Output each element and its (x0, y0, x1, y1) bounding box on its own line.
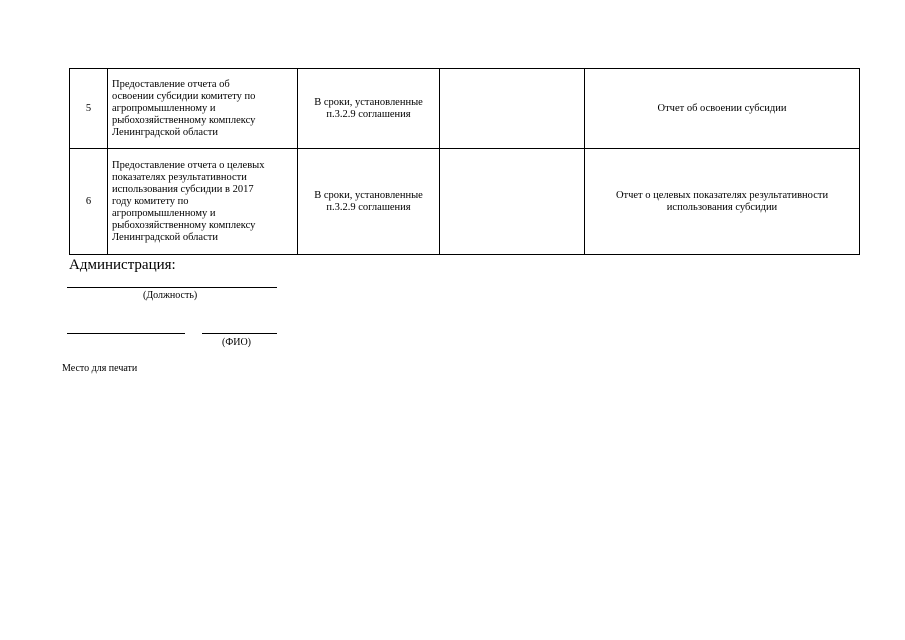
responsible-cell (440, 69, 585, 149)
signature-line (67, 333, 185, 334)
administration-label: Администрация: (69, 257, 176, 273)
deadline-cell: В сроки, установленные п.3.2.9 соглашения (298, 69, 440, 149)
task-cell: Предоставление отчета об освоении субсидии комитету по агропромышленному и рыбохозяйственному комплексу Ленинградской области (108, 69, 298, 149)
report-table (69, 68, 860, 255)
row-number: 6 (70, 149, 108, 255)
table-row (70, 69, 860, 149)
name-line (202, 333, 277, 334)
stamp-placeholder: Место для печати (62, 363, 138, 374)
result-cell: Отчет о целевых показателях результативности использования субсидии (585, 149, 860, 255)
position-signature-line (67, 287, 277, 288)
row-number: 5 (70, 69, 108, 149)
deadline-cell: В сроки, установленные п.3.2.9 соглашения (298, 149, 440, 255)
position-caption: (Должность) (143, 290, 198, 301)
task-cell: Предоставление отчета о целевых показателях результативности использования субсидии в 2017 году комитету по агропромышленному и рыбохозяйственному комплексу Ленинградской области (108, 149, 298, 255)
result-cell: Отчет об освоении субсидии (585, 69, 860, 149)
responsible-cell (440, 149, 585, 255)
name-caption: (ФИО) (222, 337, 252, 348)
table-row (70, 149, 860, 255)
